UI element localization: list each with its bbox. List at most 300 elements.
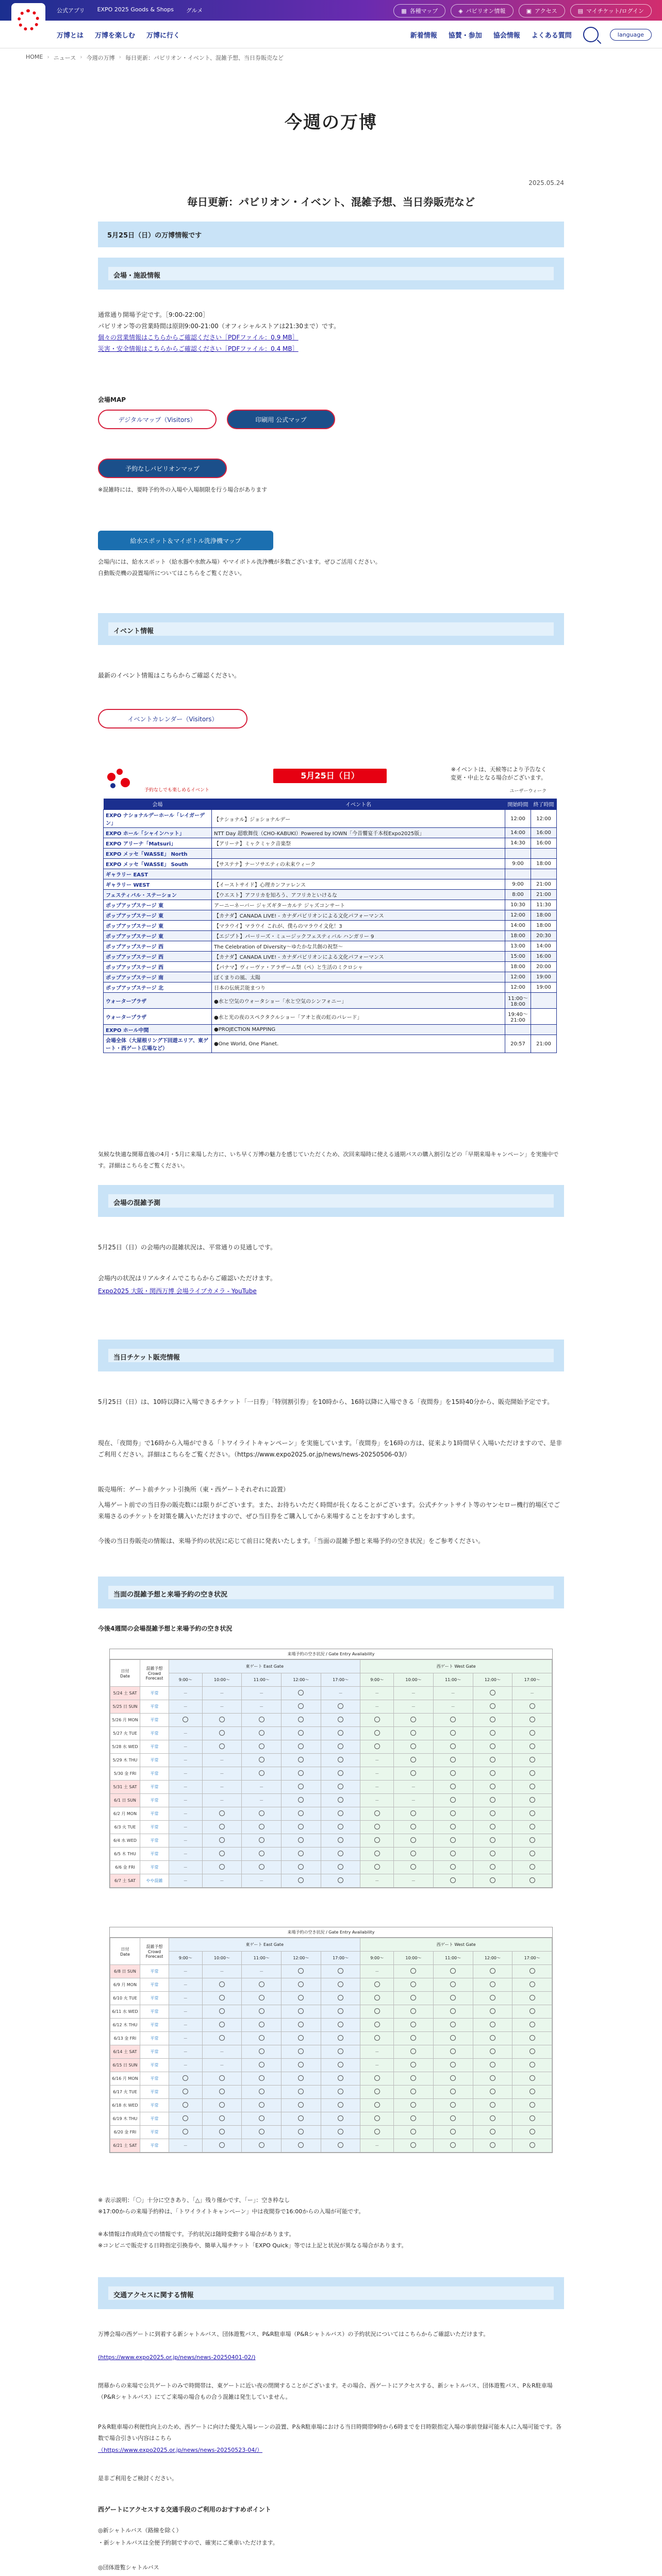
available-icon	[338, 1810, 343, 1816]
access-p1: 万博会場の西ゲートに到着する新シャトルバス、団体遊覧バス、P&R駐車場（P&Rシャトルバス）の予約状況についてはこちらからご確認いただけます。	[98, 2331, 489, 2337]
slot-cell	[202, 1978, 242, 1992]
available-icon	[259, 2129, 264, 2134]
page-title: 今週の万博	[285, 112, 377, 133]
available-icon	[298, 1757, 304, 1762]
slot-cell	[433, 2045, 473, 2059]
availability-date: 6/5 木 THU	[110, 1848, 140, 1861]
available-icon	[410, 1995, 416, 2001]
available-icon	[374, 1824, 380, 1829]
access-pill[interactable]: ▣ アクセス	[519, 4, 565, 18]
access-p1-link[interactable]: (https://www.expo2025.or.jp/news/news-20250401-02/)	[98, 2354, 256, 2361]
event-cell-venue: EXPO メッセ「WASSE」 South	[104, 859, 212, 869]
slot-cell	[512, 2032, 552, 2045]
top-link-gourmet[interactable]: グルメ	[186, 7, 203, 14]
availability-section-bar	[98, 1577, 564, 1608]
official-map-button[interactable]: 印刷用 公式マップ	[227, 410, 335, 429]
login-pill[interactable]: ▤ マイチケット/ログイン	[570, 4, 652, 18]
available-icon	[338, 1877, 343, 1883]
col-east-gate: 東ゲート East Gate	[169, 1660, 360, 1673]
available-icon	[410, 2008, 416, 2014]
slot-cell	[242, 2126, 282, 2139]
available-icon	[374, 1981, 380, 1987]
availability-date: 6/2 月 MON	[110, 1807, 140, 1821]
slot-cell	[282, 2059, 321, 2072]
water-map-button[interactable]: 給水スポット＆マイボトル洗浄機マップ	[98, 531, 273, 550]
slot-cell	[512, 1874, 552, 1888]
nav-enjoy[interactable]: 万博を楽しむ	[95, 32, 136, 40]
slot-cell	[242, 2112, 282, 2126]
nav-about[interactable]: 万博とは	[57, 32, 84, 40]
top-pills	[393, 4, 652, 18]
slot-cell	[433, 2019, 473, 2032]
event-row	[104, 869, 557, 879]
slot-cell	[360, 1965, 394, 1978]
available-icon	[374, 2102, 380, 2108]
event-cell-end: 18:00	[531, 921, 557, 931]
col-start: 開始時間	[505, 799, 531, 810]
slot-cell	[282, 2086, 321, 2099]
slot-cell	[202, 2126, 242, 2139]
slot-cell	[169, 2045, 203, 2059]
available-icon	[490, 1824, 495, 1829]
water-line[interactable]: 自動販売機の設置場所についてはこちらをご覧ください。	[98, 570, 245, 577]
top-link-app[interactable]: 公式アプリ	[57, 7, 85, 14]
slot-cell	[433, 1861, 473, 1874]
slot-cell	[394, 2126, 434, 2139]
available-icon	[259, 2142, 264, 2148]
available-icon	[219, 1810, 225, 1816]
west-gate-item: ・新シャトルバスは全便予約制ですので、確実にご乗車いただけます。	[98, 2539, 278, 2546]
available-icon	[410, 1810, 416, 1816]
expo-logo[interactable]	[11, 3, 45, 37]
available-icon	[490, 1730, 495, 1736]
event-row	[104, 859, 557, 869]
slot-cell	[282, 1807, 321, 1821]
slot-cell	[169, 1700, 203, 1714]
available-icon	[529, 1851, 535, 1856]
slot-cell	[360, 2032, 394, 2045]
ticket-section-bar	[98, 1340, 564, 1371]
crowd-forecast: 平常	[140, 1714, 169, 1727]
availability-date: 6/12 木 THU	[110, 2019, 140, 2032]
slot-cell	[202, 1848, 242, 1861]
availability-date: 6/13 金 FRI	[110, 2032, 140, 2045]
available-icon	[338, 1770, 343, 1776]
slot-cell	[202, 1821, 242, 1834]
available-icon	[490, 1797, 495, 1803]
available-icon	[374, 2089, 380, 2094]
slot-cell	[473, 1992, 512, 2005]
event-row	[104, 838, 557, 849]
full-icon: －	[375, 1704, 379, 1709]
crowd-forecast: 平常	[140, 2112, 169, 2126]
slot-cell	[169, 1848, 203, 1861]
available-icon	[450, 2142, 456, 2148]
slot-cell	[394, 2005, 434, 2019]
slot-cell	[169, 2126, 203, 2139]
available-icon	[374, 2115, 380, 2121]
available-icon	[259, 1730, 264, 1736]
available-icon	[529, 1877, 535, 1883]
slot-cell	[282, 1965, 321, 1978]
slot-cell	[321, 1978, 360, 1992]
crowd-forecast: 平常	[140, 1978, 169, 1992]
event-cell-venue: ポップアップステージ 東	[104, 900, 212, 910]
slot-cell	[282, 2045, 321, 2059]
slot-cell	[512, 2059, 552, 2072]
slot-cell	[394, 1687, 434, 1700]
crowd-forecast: 平常	[140, 1807, 169, 1821]
event-calendar-button[interactable]: イベントカレンダー（Visitors）	[98, 709, 247, 728]
slot-cell	[321, 2126, 360, 2139]
available-icon	[529, 1757, 535, 1762]
breadcrumb-sep: ›	[119, 54, 122, 60]
availability-row	[110, 1874, 552, 1888]
available-icon	[298, 2142, 304, 2148]
available-icon	[490, 1770, 495, 1776]
available-icon	[410, 2129, 416, 2134]
slot-cell	[169, 2059, 203, 2072]
slot-cell	[321, 1861, 360, 1874]
slot-cell	[394, 1740, 434, 1754]
nav-sponsor[interactable]: 協賛・参加	[448, 31, 482, 40]
slot-cell	[169, 2086, 203, 2099]
available-icon	[410, 1837, 416, 1843]
availability-date: 6/14 土 SAT	[110, 2045, 140, 2059]
nav-faq[interactable]: よくある質問	[531, 31, 572, 40]
available-icon	[490, 1864, 495, 1870]
slot-cell	[394, 2072, 434, 2086]
nav-news[interactable]: 新着情報	[410, 31, 437, 40]
slot-cell	[473, 1794, 512, 1807]
slot-cell	[202, 1794, 242, 1807]
slot-cell	[169, 2005, 203, 2019]
crowd-forecast: 平常	[140, 2045, 169, 2059]
venue-line-pdf1[interactable]: 個々の営業情報はこちらからご確認ください［PDFファイル：0.9 MB］	[98, 334, 299, 341]
available-icon	[410, 2048, 416, 2054]
slot-cell	[360, 1821, 394, 1834]
available-icon	[529, 2075, 535, 2081]
west-gate-item: ◎新シャトルバス（路線を除く）	[98, 2527, 182, 2534]
venue-line: パビリオン等の営業時間は原則9:00-21:00（オフィシャルストアは21:30まで）です。	[98, 323, 340, 330]
full-icon: －	[220, 1691, 224, 1696]
slot-cell	[512, 2086, 552, 2099]
event-cell-end: 11:30	[531, 900, 557, 910]
slot-cell	[169, 1794, 203, 1807]
full-icon: －	[411, 1691, 416, 1696]
slot-cell	[202, 1965, 242, 1978]
event-cell-end	[531, 993, 557, 1009]
time-slot-header: 11:00～	[242, 1952, 282, 1965]
event-row	[104, 1025, 557, 1035]
available-icon	[298, 2022, 304, 2027]
available-icon	[529, 1730, 535, 1736]
slot-cell	[169, 2032, 203, 2045]
available-icon	[338, 1851, 343, 1856]
slot-cell	[169, 1861, 203, 1874]
availability-date: 5/24 土 SAT	[110, 1687, 140, 1700]
breadcrumb-weekly[interactable]: 今週の万博	[86, 55, 115, 61]
slot-cell	[321, 1714, 360, 1727]
event-date-banner: 5月25日（日）	[273, 769, 387, 783]
availability-date: 6/4 水 WED	[110, 1834, 140, 1848]
slot-cell	[169, 1781, 203, 1794]
slot-cell	[433, 1807, 473, 1821]
available-icon	[450, 2022, 456, 2027]
event-heading: イベント情報	[108, 622, 554, 636]
full-icon: －	[183, 1731, 188, 1736]
full-icon: －	[375, 1691, 379, 1696]
slot-cell	[433, 1794, 473, 1807]
digital-map-button[interactable]: デジタルマップ（Visitors）	[98, 410, 217, 429]
slot-cell	[433, 1978, 473, 1992]
slot-cell	[169, 1754, 203, 1767]
event-cell-start: 12:00	[505, 910, 531, 921]
availability-row	[110, 1727, 552, 1740]
slot-cell	[473, 1978, 512, 1992]
availability-date: 5/31 土 SAT	[110, 1781, 140, 1794]
available-icon	[410, 2142, 416, 2148]
crowd-section-bar	[98, 1185, 564, 1217]
available-icon	[338, 2142, 343, 2148]
slot-cell	[360, 1754, 394, 1767]
slot-cell	[242, 2019, 282, 2032]
nav-visit[interactable]: 万博に行く	[146, 32, 180, 40]
event-cell-end: 20:30	[531, 931, 557, 941]
available-icon	[259, 2035, 264, 2041]
slot-cell	[473, 1700, 512, 1714]
available-icon	[338, 2089, 343, 2094]
available-icon	[450, 1995, 456, 2001]
available-icon	[410, 2102, 416, 2108]
full-icon: －	[375, 2063, 379, 2067]
event-row	[104, 1009, 557, 1025]
available-icon	[450, 1851, 456, 1856]
event-cell-end: 18:00	[531, 859, 557, 869]
crowd-heading: 会場の混雑予測	[108, 1194, 554, 1208]
map-pill[interactable]: ▦ 各種マップ	[393, 4, 445, 18]
event-cell-event: ぼくまりの風、太陽	[212, 972, 505, 982]
slot-cell	[282, 1781, 321, 1794]
full-icon: －	[183, 2063, 188, 2067]
slot-cell	[473, 2139, 512, 2153]
slot-cell	[360, 1848, 394, 1861]
event-cell-venue: ギャラリー EAST	[104, 869, 212, 879]
available-icon	[298, 2129, 304, 2134]
availability-row	[110, 1965, 552, 1978]
time-slot-header: 9:00～	[360, 1952, 394, 1965]
slot-cell	[360, 1978, 394, 1992]
access-p4: 是非ご利用をご検討ください。	[98, 2475, 177, 2482]
legend-no-reservation: 予約なしでも楽しめるイベント	[144, 788, 210, 793]
available-icon	[529, 1810, 535, 1816]
slot-cell	[473, 2112, 512, 2126]
available-icon	[259, 2048, 264, 2054]
slot-cell	[242, 1727, 282, 1740]
available-icon	[298, 1770, 304, 1776]
available-icon	[338, 2129, 343, 2134]
early-campaign-note: 気候な快適な開幕直後の4月・5月に来場した方に、いち早く万博の魅力を感じていただくため、次回来場時に使える通期パスの購入割引などの「早期来場キャンペーン」を実施中です。詳細はこちらをご覧ください。	[98, 1151, 559, 1169]
available-icon	[338, 1730, 343, 1736]
slot-cell	[433, 1700, 473, 1714]
event-cell-start: 12:00	[505, 810, 531, 828]
event-cell-venue: ポップアップステージ 北	[104, 982, 212, 993]
slot-cell	[202, 1992, 242, 2005]
slot-cell	[202, 1781, 242, 1794]
slot-cell	[242, 2099, 282, 2112]
slot-cell	[321, 2112, 360, 2126]
availability-date: 6/15 日 SUN	[110, 2059, 140, 2072]
main-section-bar: 5月25日（日）の万博情報です	[98, 222, 564, 247]
nav-association[interactable]: 協会情報	[493, 31, 520, 40]
available-icon	[490, 1717, 495, 1722]
availability-row	[110, 1807, 552, 1821]
full-icon: －	[183, 1691, 188, 1696]
full-icon: －	[183, 1996, 188, 2001]
available-icon	[259, 2115, 264, 2121]
available-icon	[450, 1730, 456, 1736]
slot-cell	[512, 1687, 552, 1700]
breadcrumb-news[interactable]: ニュース	[53, 55, 76, 61]
slot-cell	[282, 2005, 321, 2019]
event-cell-venue: EXPO アリーナ「Matsuri」	[104, 838, 212, 849]
col-west-gate: 西ゲート West Gate	[360, 1660, 552, 1673]
available-icon	[529, 2048, 535, 2054]
slot-cell	[512, 2099, 552, 2112]
time-slot-header: 11:00～	[433, 1952, 473, 1965]
event-cell-end: 16:00	[531, 828, 557, 838]
event-cell-start: 14:00	[505, 828, 531, 838]
full-icon: －	[183, 1878, 188, 1883]
slot-cell	[282, 1767, 321, 1781]
availability-row	[110, 2086, 552, 2099]
slot-cell	[169, 1714, 203, 1727]
available-icon	[338, 1784, 343, 1789]
available-icon	[490, 1784, 495, 1789]
col-date: 日付 Date	[110, 1660, 140, 1687]
full-icon: －	[183, 1744, 188, 1749]
available-icon	[374, 1743, 380, 1749]
available-icon	[450, 1757, 456, 1762]
slot-cell	[282, 2072, 321, 2086]
crowd-forecast: 平常	[140, 1992, 169, 2005]
full-icon: －	[183, 1811, 188, 1816]
event-row	[104, 900, 557, 910]
crowd-forecast: 平常	[140, 2072, 169, 2086]
available-icon	[410, 1717, 416, 1722]
available-icon	[298, 1968, 304, 1974]
slot-cell	[394, 2045, 434, 2059]
access-p3-link[interactable]: （https://www.expo2025.or.jp/news/news-20250523-04/）	[98, 2447, 262, 2453]
availability-note: ※コンビニで販売する日時指定引換券や、簡単入場チケット「EXPO Quick」等では上記と状況が異なる場合があります。	[98, 2242, 407, 2249]
slot-cell	[394, 2086, 434, 2099]
reservation-free-map-button[interactable]: 予約なしパビリオンマップ	[98, 459, 227, 478]
crowd-forecast: 平常	[140, 1767, 169, 1781]
slot-cell	[473, 2126, 512, 2139]
event-cell-venue: ギャラリー WEST	[104, 879, 212, 890]
event-cell-venue: ポップアップステージ 東	[104, 921, 212, 931]
slot-cell	[473, 2032, 512, 2045]
available-icon	[298, 1851, 304, 1856]
event-cell-start: 15:00	[505, 952, 531, 962]
slot-cell	[202, 2019, 242, 2032]
slot-cell	[202, 1874, 242, 1888]
event-cell-venue: EXPO ホール「シャインハット」	[104, 828, 212, 838]
available-icon	[529, 2102, 535, 2108]
breadcrumb-sep: ›	[47, 54, 49, 60]
available-icon	[298, 1824, 304, 1829]
available-icon	[490, 2062, 495, 2067]
event-cell-end: 14:00	[531, 941, 557, 952]
event-row	[104, 910, 557, 921]
slot-cell	[282, 1978, 321, 1992]
slot-cell	[242, 1861, 282, 1874]
available-icon	[259, 1981, 264, 1987]
available-icon	[410, 1981, 416, 1987]
breadcrumb-home[interactable]: HOME	[26, 54, 43, 60]
live-camera-link[interactable]: Expo2025 大阪・関西万博 会場ライブカメラ - YouTube	[98, 1287, 257, 1295]
slot-cell	[433, 1821, 473, 1834]
available-icon	[529, 1784, 535, 1789]
slot-cell	[360, 1727, 394, 1740]
event-cell-start: 9:00	[505, 879, 531, 890]
event-cell-end	[531, 869, 557, 879]
availability-row	[110, 2032, 552, 2045]
available-icon	[298, 2008, 304, 2014]
slot-cell	[394, 1821, 434, 1834]
slot-cell	[433, 1874, 473, 1888]
slot-cell	[360, 2019, 394, 2032]
slot-cell	[360, 2059, 394, 2072]
availability-row	[110, 1714, 552, 1727]
event-cell-start: 20:57	[505, 1035, 531, 1053]
available-icon	[259, 1995, 264, 2001]
available-icon	[529, 1981, 535, 1987]
slot-cell	[360, 2139, 394, 2153]
full-icon: －	[375, 1798, 379, 1803]
venue-heading: 会場・施設情報	[108, 267, 554, 280]
slot-cell	[242, 1821, 282, 1834]
slot-cell	[202, 1714, 242, 1727]
slot-cell	[242, 1687, 282, 1700]
availability-row	[110, 2019, 552, 2032]
available-icon	[529, 2035, 535, 2041]
available-icon	[219, 2102, 225, 2108]
event-cell-event: 【エジプト】パーリーズ・ミュージックフェスティバル ハンガリー 9	[212, 931, 505, 941]
available-icon	[529, 2142, 535, 2148]
available-icon	[259, 1717, 264, 1722]
slot-cell	[282, 2112, 321, 2126]
top-link-goods[interactable]: EXPO 2025 Goods & Shops	[97, 6, 174, 13]
availability-row	[110, 1794, 552, 1807]
slot-cell	[202, 2045, 242, 2059]
event-cell-end: 12:00	[531, 810, 557, 828]
venue-line-pdf2[interactable]: 災害・安全情報はこちらからご確認ください［PDFファイル：0.4 MB］	[98, 345, 299, 352]
language-button[interactable]: language	[610, 29, 652, 41]
available-icon	[338, 2102, 343, 2108]
available-icon	[298, 1743, 304, 1749]
full-icon: －	[259, 1704, 264, 1709]
pavilion-pill[interactable]: ◈ パビリオン情報	[451, 4, 513, 18]
slot-cell	[282, 1700, 321, 1714]
available-icon	[298, 2062, 304, 2067]
slot-cell	[433, 1687, 473, 1700]
availability-date: 6/21 土 SAT	[110, 2139, 140, 2153]
search-icon[interactable]	[583, 27, 599, 42]
event-cell-start: 12:00	[505, 982, 531, 993]
available-icon	[259, 1824, 264, 1829]
slot-cell	[512, 2139, 552, 2153]
